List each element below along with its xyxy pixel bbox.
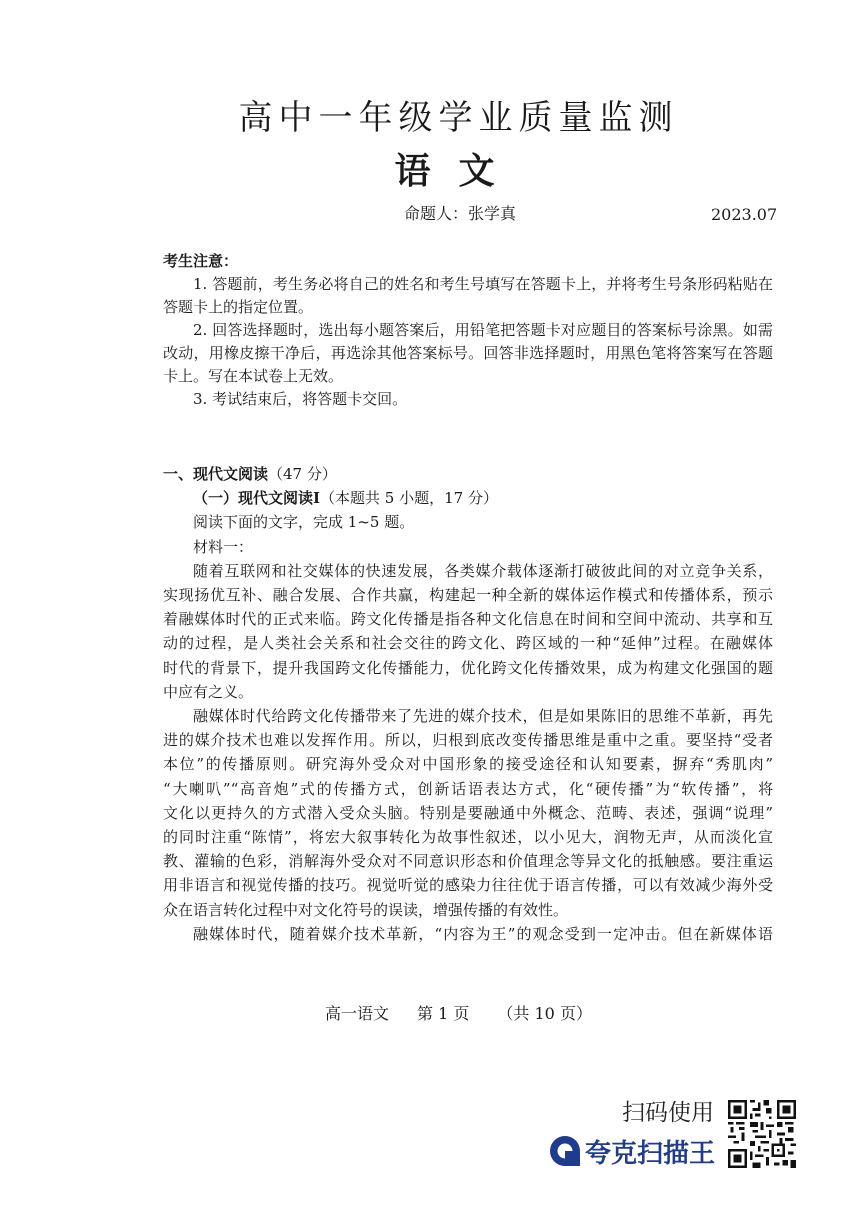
subsection-heading (163, 486, 773, 510)
text-line: 随着互联网和社交媒体的快速发展，各类媒介载体逐渐打破彼此间的对立竞争关系， (193, 561, 773, 580)
page-footer (0, 1003, 867, 1025)
text-line: 教、灌输的色彩，消解海外受众对不同意识形态和价值理念等异文化的抵触感。要注重运 (163, 852, 773, 871)
page-title: 高中一年级学业质量监测 (238, 98, 679, 138)
text-line: 动的过程，是人类社会关系和社会交往的跨文化、跨区域的一种“延伸”过程。在融媒体 (163, 634, 773, 653)
text-line: 本位”的传播原则。研究海外受众对中国形象的接受途径和认知要素，摒弃“秀肌肉” (163, 755, 773, 774)
reading-section (163, 462, 773, 946)
text-line: 融媒体时代给跨文化传播带来了先进的媒介技术，但是如果陈旧的思维不革新，再先 (193, 707, 773, 726)
text-line: 时代的背景下，提升我国跨文化传播能力，优化跨文化传播效果，成为构建文化强国的题 (163, 658, 773, 677)
subsection-title: （一）现代文阅读Ⅰ (193, 489, 321, 508)
paragraph-1 (163, 559, 773, 704)
paragraph-3 (163, 922, 773, 946)
brand-name: 夸克扫描王 (585, 1138, 716, 1169)
text-line: 融媒体时代，随着媒介技术革新，“内容为王”的观念受到一定冲击。但在新媒体语 (193, 924, 773, 943)
text-line: 实现扬优互补、融合发展、合作共赢，构建起一种全新的媒体运作模式和传播体系，预示 (163, 586, 773, 605)
section-heading (163, 462, 773, 486)
quark-logo-icon (549, 1135, 581, 1167)
footer-total: （共 10 页） (497, 1004, 592, 1023)
text-line: “大喇叭”“高音炮”式的传播方式，创新话语表达方式，化“硬传播”为“软传播”，将 (163, 779, 773, 798)
text-line: 着融媒体时代的正式来临。跨文化传播是指各种文化信息在时间和空间中流动、共享和互 (163, 610, 773, 629)
material-label: 材料一： (193, 537, 254, 556)
text-line: 的同时注重“陈情”，将宏大叙事转化为故事性叙述，以小见大，润物无声，从而淡化宣 (163, 828, 773, 847)
subject-title: 语文 (394, 150, 523, 192)
notice-item: 3. 考试结束后，将答题卡交回。 (193, 390, 408, 408)
notice-item: 2. 回答选择题时，选出每小题答案后，用铅笔把答题卡对应题目的答案标号涂黑。如需改动，用橡皮擦干净后，再选涂其他答案标号。回答非选择题时，用黑色笔将答案写在答题卡上。写在本试卷上无效。 (163, 321, 773, 385)
scan-prompt: 扫码使用 (622, 1100, 714, 1126)
scanner-brand[interactable] (549, 1133, 715, 1169)
section-title: 一、现代文阅读 (163, 465, 269, 483)
reading-instruction: 阅读下面的文字，完成 1~5 题。 (193, 513, 415, 532)
exam-date: 2023.07 (711, 205, 778, 224)
paragraph-2 (163, 704, 773, 922)
qr-code-icon[interactable] (728, 1100, 796, 1168)
author-line: 命题人：张学真 (404, 204, 517, 223)
text-line: 中应有之义。 (163, 682, 254, 701)
text-line: 用非语言和视觉传播的技巧。视觉听觉的感染力往往优于语言传播，可以有效减少海外受 (163, 876, 773, 895)
section-score: （47 分） (268, 465, 337, 483)
footer-subject: 高一语文 (325, 1004, 390, 1023)
text-line: 进的媒介技术也难以发挥作用。所以，归根到底改变传播思维是重中之重。要坚持“受者 (163, 731, 773, 750)
notice-item: 1. 答题前，考生务必将自己的姓名和考生号填写在答题卡上，并将考生号条形码粘贴在答题卡上的指定位置。 (163, 275, 773, 316)
exam-notice (163, 250, 773, 411)
footer-page: 第 1 页 (417, 1004, 470, 1023)
subsection-note: （本题共 5 小题，17 分） (320, 489, 498, 508)
notice-heading: 考生注意： (163, 252, 239, 270)
text-line: 文化以更持久的方式潜入受众头脑。特别是要融通中外概念、范畴、表述，强调“说理” (163, 803, 773, 822)
text-line: 众在语言转化过程中对文化符号的误读，增强传播的有效性。 (163, 900, 569, 919)
